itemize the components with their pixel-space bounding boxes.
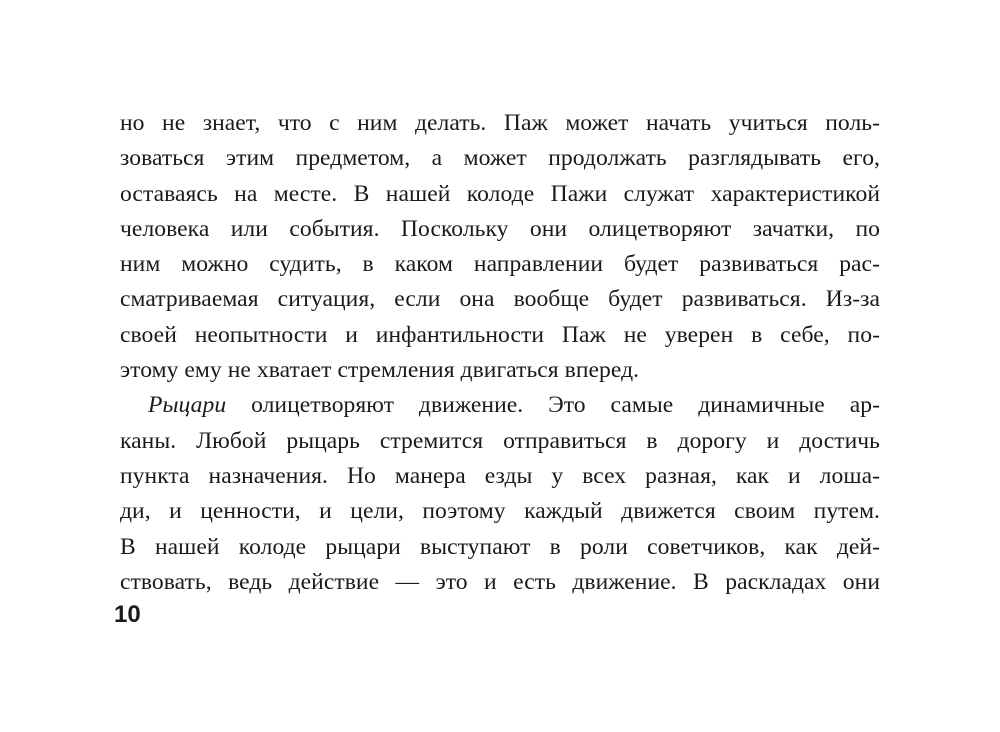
text-fragment: олицетворяют движение. Это самые динамичные ар-	[226, 392, 880, 419]
italic-term: Рыцари	[148, 392, 227, 419]
text-line: зоваться этим предметом, а может продолжать разглядывать его,	[120, 145, 880, 172]
text-line: оставаясь на месте. В нашей колоде Пажи служат характеристикой	[120, 180, 880, 207]
paragraph-first-line	[120, 388, 880, 423]
text-line: сматриваемая ситуация, если она вообще будет развиваться. Из-за	[120, 286, 880, 313]
text-line: пункта назначения. Но манера езды у всех разная, как и лоша-	[120, 462, 880, 489]
text-line: но не знает, что с ним делать. Паж может начать учиться поль-	[120, 110, 880, 136]
text-line: человека или события. Поскольку они олицетворяют зачатки, по	[120, 215, 880, 242]
text-line: этому ему не хватает стремления двигаться вперед.	[120, 357, 640, 384]
text-line: ним можно судить, в каком направлении будет развиваться рас-	[120, 251, 880, 278]
text-line: В нашей колоде рыцари выступают в роли советчиков, как дей-	[120, 533, 880, 560]
text-line: своей неопытности и инфантильности Паж не уверен в себе, по-	[120, 321, 880, 348]
text-line: каны. Любой рыцарь стремится отправиться в дорогу и достичь	[120, 427, 880, 454]
text-line: ди, и ценности, и цели, поэтому каждый движется своим путем.	[120, 498, 880, 525]
page-body-text	[120, 106, 880, 600]
page-number: 10	[114, 601, 141, 628]
text-line: ствовать, ведь действие — это и есть движение. В раскладах они	[120, 568, 880, 595]
